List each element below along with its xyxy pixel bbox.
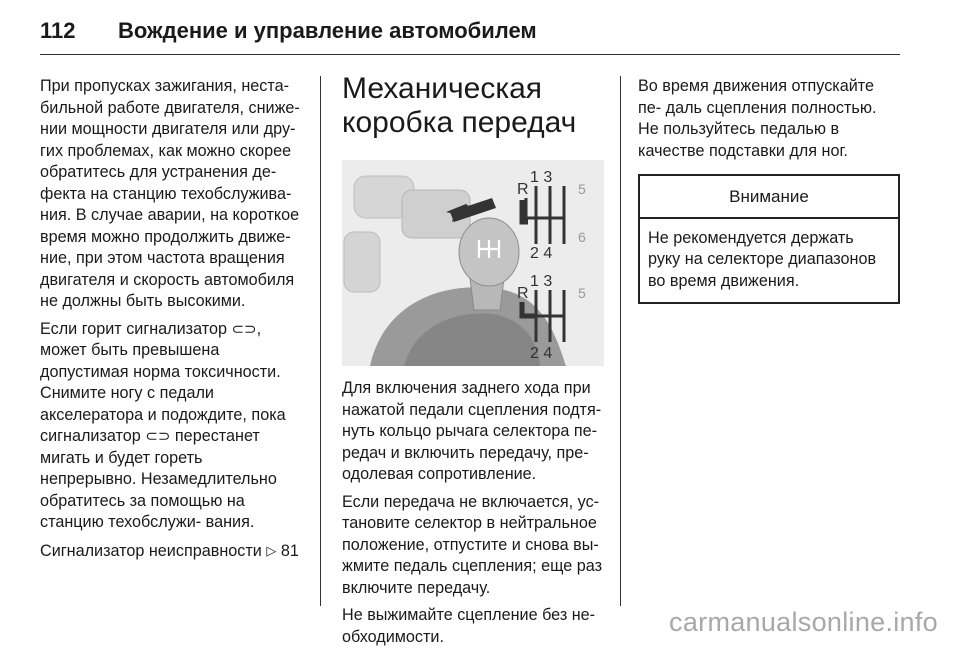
column-right <box>638 76 900 304</box>
paragraph: Если передача не включается, ус- тановите селектор в нейтральное положение, отпустите и снова вы- жмите педаль сцепления; еще раз включите передачу. <box>342 492 602 597</box>
gear-label: 5 <box>578 181 586 197</box>
engine-warning-icon: ⊂⊃ <box>231 320 257 338</box>
column-middle <box>342 72 604 654</box>
column-divider <box>620 76 621 606</box>
page-title: Вождение и управление автомобилем <box>118 18 537 43</box>
gear-label: 2 4 <box>530 345 553 362</box>
gear-label: 5 <box>578 285 586 301</box>
page-reference-icon: ▷ <box>266 542 277 558</box>
gear-label: 1 3 <box>530 169 553 186</box>
paragraph: Во время движения отпускайте пе- даль сцепления полностью. Не пользуйтесь педалью в качестве подставки для ног. <box>638 77 877 160</box>
gear-label: R <box>517 181 529 198</box>
watermark: carmanualsonline.info <box>669 607 938 637</box>
warning-text: Не рекомендуется держать руку на селекторе диапазонов во время движения. <box>648 228 877 290</box>
page-reference[interactable]: 81 <box>280 541 299 560</box>
column-left <box>40 76 302 568</box>
page-number: 112 <box>40 18 76 43</box>
warning-title: Внимание <box>640 176 898 219</box>
paragraph: Если горит сигнализатор ⊂⊃, может быть превышена допустимая норма токсичности. Снимите ногу с педали акселератора и подождите, пока сигнализатор ⊂⊃ перестанет мигать и будет гореть непрерывно. Незамедлительно обратитесь за помощью на станцию техобслужи- вания. <box>40 319 286 531</box>
gearshift-illustration <box>342 160 604 366</box>
section-title: Механическая коробка передач <box>342 72 577 139</box>
gear-label: R <box>517 285 529 302</box>
paragraph: Для включения заднего хода при нажатой педали сцепления подтя- нуть кольцо рычага селектора пе- редач и включить передачу, пре- одолевая сопротивление. <box>342 379 602 483</box>
warning-box <box>638 174 900 304</box>
gearshift-diagram <box>342 160 604 366</box>
paragraph: Не выжимайте сцепление без не- обходимости. <box>342 606 596 646</box>
engine-warning-icon: ⊂⊃ <box>145 428 171 445</box>
gear-label: 6 <box>578 229 586 245</box>
gear-label: 1 3 <box>530 273 553 290</box>
paragraph: При пропусках зажигания, неста- бильной работе двигателя, сниже- нии мощности двигателя или дру- гих проблемах, как можно скорее обратитесь для устранения де- фекта на станцию техобслужива- ния. В случае аварии, на короткое время можно продолжить движе- ние, при этом частота вращения двигателя и скорость автомобиля не должны быть высокими. <box>40 77 300 310</box>
paragraph: Сигнализатор неисправности ▷ 81 <box>40 541 299 560</box>
gear-label: 2 4 <box>530 245 553 262</box>
page-header <box>40 14 900 55</box>
column-divider <box>320 76 321 606</box>
